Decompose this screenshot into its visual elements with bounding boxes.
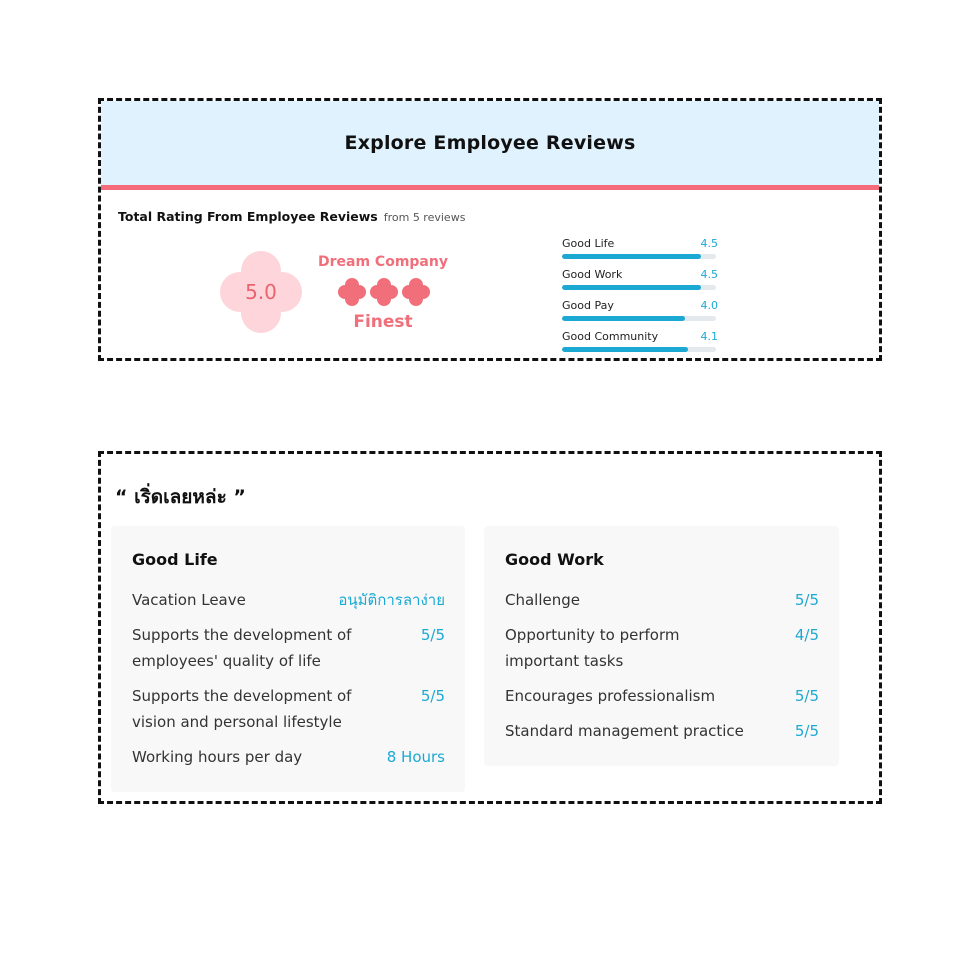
rating-value: 4.5 — [700, 268, 718, 281]
rating-bar — [562, 316, 716, 321]
clover-icon — [369, 277, 399, 307]
detail-value: 5/5 — [794, 591, 819, 609]
review-summary-card — [98, 98, 882, 361]
detail-value: 5/5 — [794, 687, 819, 705]
detail-row — [505, 587, 819, 613]
rating-value: 4.5 — [700, 237, 718, 250]
detail-row — [505, 622, 819, 674]
rating-value: 4.0 — [700, 299, 718, 312]
summary-header — [101, 101, 879, 190]
total-rating-label: Total Rating From Employee Reviews — [118, 209, 378, 224]
score-flower-badge — [218, 249, 304, 335]
detail-label: Vacation Leave — [132, 591, 246, 609]
rating-bar-fill — [562, 254, 701, 259]
detail-value: 5/5 — [794, 722, 819, 740]
detail-row — [505, 718, 819, 744]
rating-bar-fill — [562, 347, 688, 352]
review-detail-card — [98, 451, 882, 804]
panel-heading: Good Life — [132, 550, 218, 569]
detail-row — [132, 683, 445, 735]
header-title: Explore Employee Reviews — [344, 132, 636, 154]
detail-label: Standard management practice — [505, 722, 744, 740]
good-life-panel — [111, 526, 465, 792]
rating-row-good-community — [562, 330, 718, 361]
detail-value: 5/5 — [420, 626, 445, 644]
badge-level: Finest — [353, 312, 413, 332]
detail-label: Supports the development of employees' quality of life — [132, 626, 352, 670]
rating-bar — [562, 254, 716, 259]
rating-label: Good Community — [562, 330, 659, 343]
detail-row — [132, 587, 445, 613]
badge-title: Dream Company — [318, 254, 448, 270]
rating-bar — [562, 347, 716, 352]
review-count: from 5 reviews — [383, 211, 466, 224]
overall-score: 5.0 — [245, 280, 277, 304]
panel-heading: Good Work — [505, 550, 604, 569]
rating-row-good-work — [562, 268, 718, 299]
detail-row — [132, 744, 445, 770]
detail-value: 4/5 — [794, 626, 819, 644]
rating-bar — [562, 285, 716, 290]
detail-label: Opportunity to perform important tasks — [505, 626, 680, 670]
detail-label: Encourages professionalism — [505, 687, 716, 705]
rating-value: 4.1 — [700, 330, 718, 343]
rating-label: Good Pay — [562, 299, 614, 312]
detail-label: Supports the development of vision and personal lifestyle — [132, 687, 352, 731]
detail-value: อนุมัติการลาง่าย — [338, 591, 445, 609]
good-work-panel — [484, 526, 839, 766]
rating-row-good-pay — [562, 299, 718, 330]
clover-icon — [401, 277, 431, 307]
detail-row — [505, 683, 819, 709]
review-quote-title: “ เริ่ดเลยหล่ะ ” — [115, 486, 246, 508]
total-rating-caption — [118, 209, 465, 224]
detail-row — [132, 622, 445, 674]
rating-bar-fill — [562, 285, 701, 290]
detail-value: 5/5 — [420, 687, 445, 705]
detail-label: Working hours per day — [132, 748, 303, 766]
rating-label: Good Life — [562, 237, 615, 250]
rating-bar-fill — [562, 316, 685, 321]
detail-value: 8 Hours — [386, 748, 445, 766]
rating-row-good-life — [562, 237, 718, 268]
rating-label: Good Work — [562, 268, 623, 281]
detail-label: Challenge — [505, 591, 580, 609]
clover-icon — [337, 277, 367, 307]
clover-rating — [337, 277, 431, 307]
category-ratings — [562, 237, 718, 361]
